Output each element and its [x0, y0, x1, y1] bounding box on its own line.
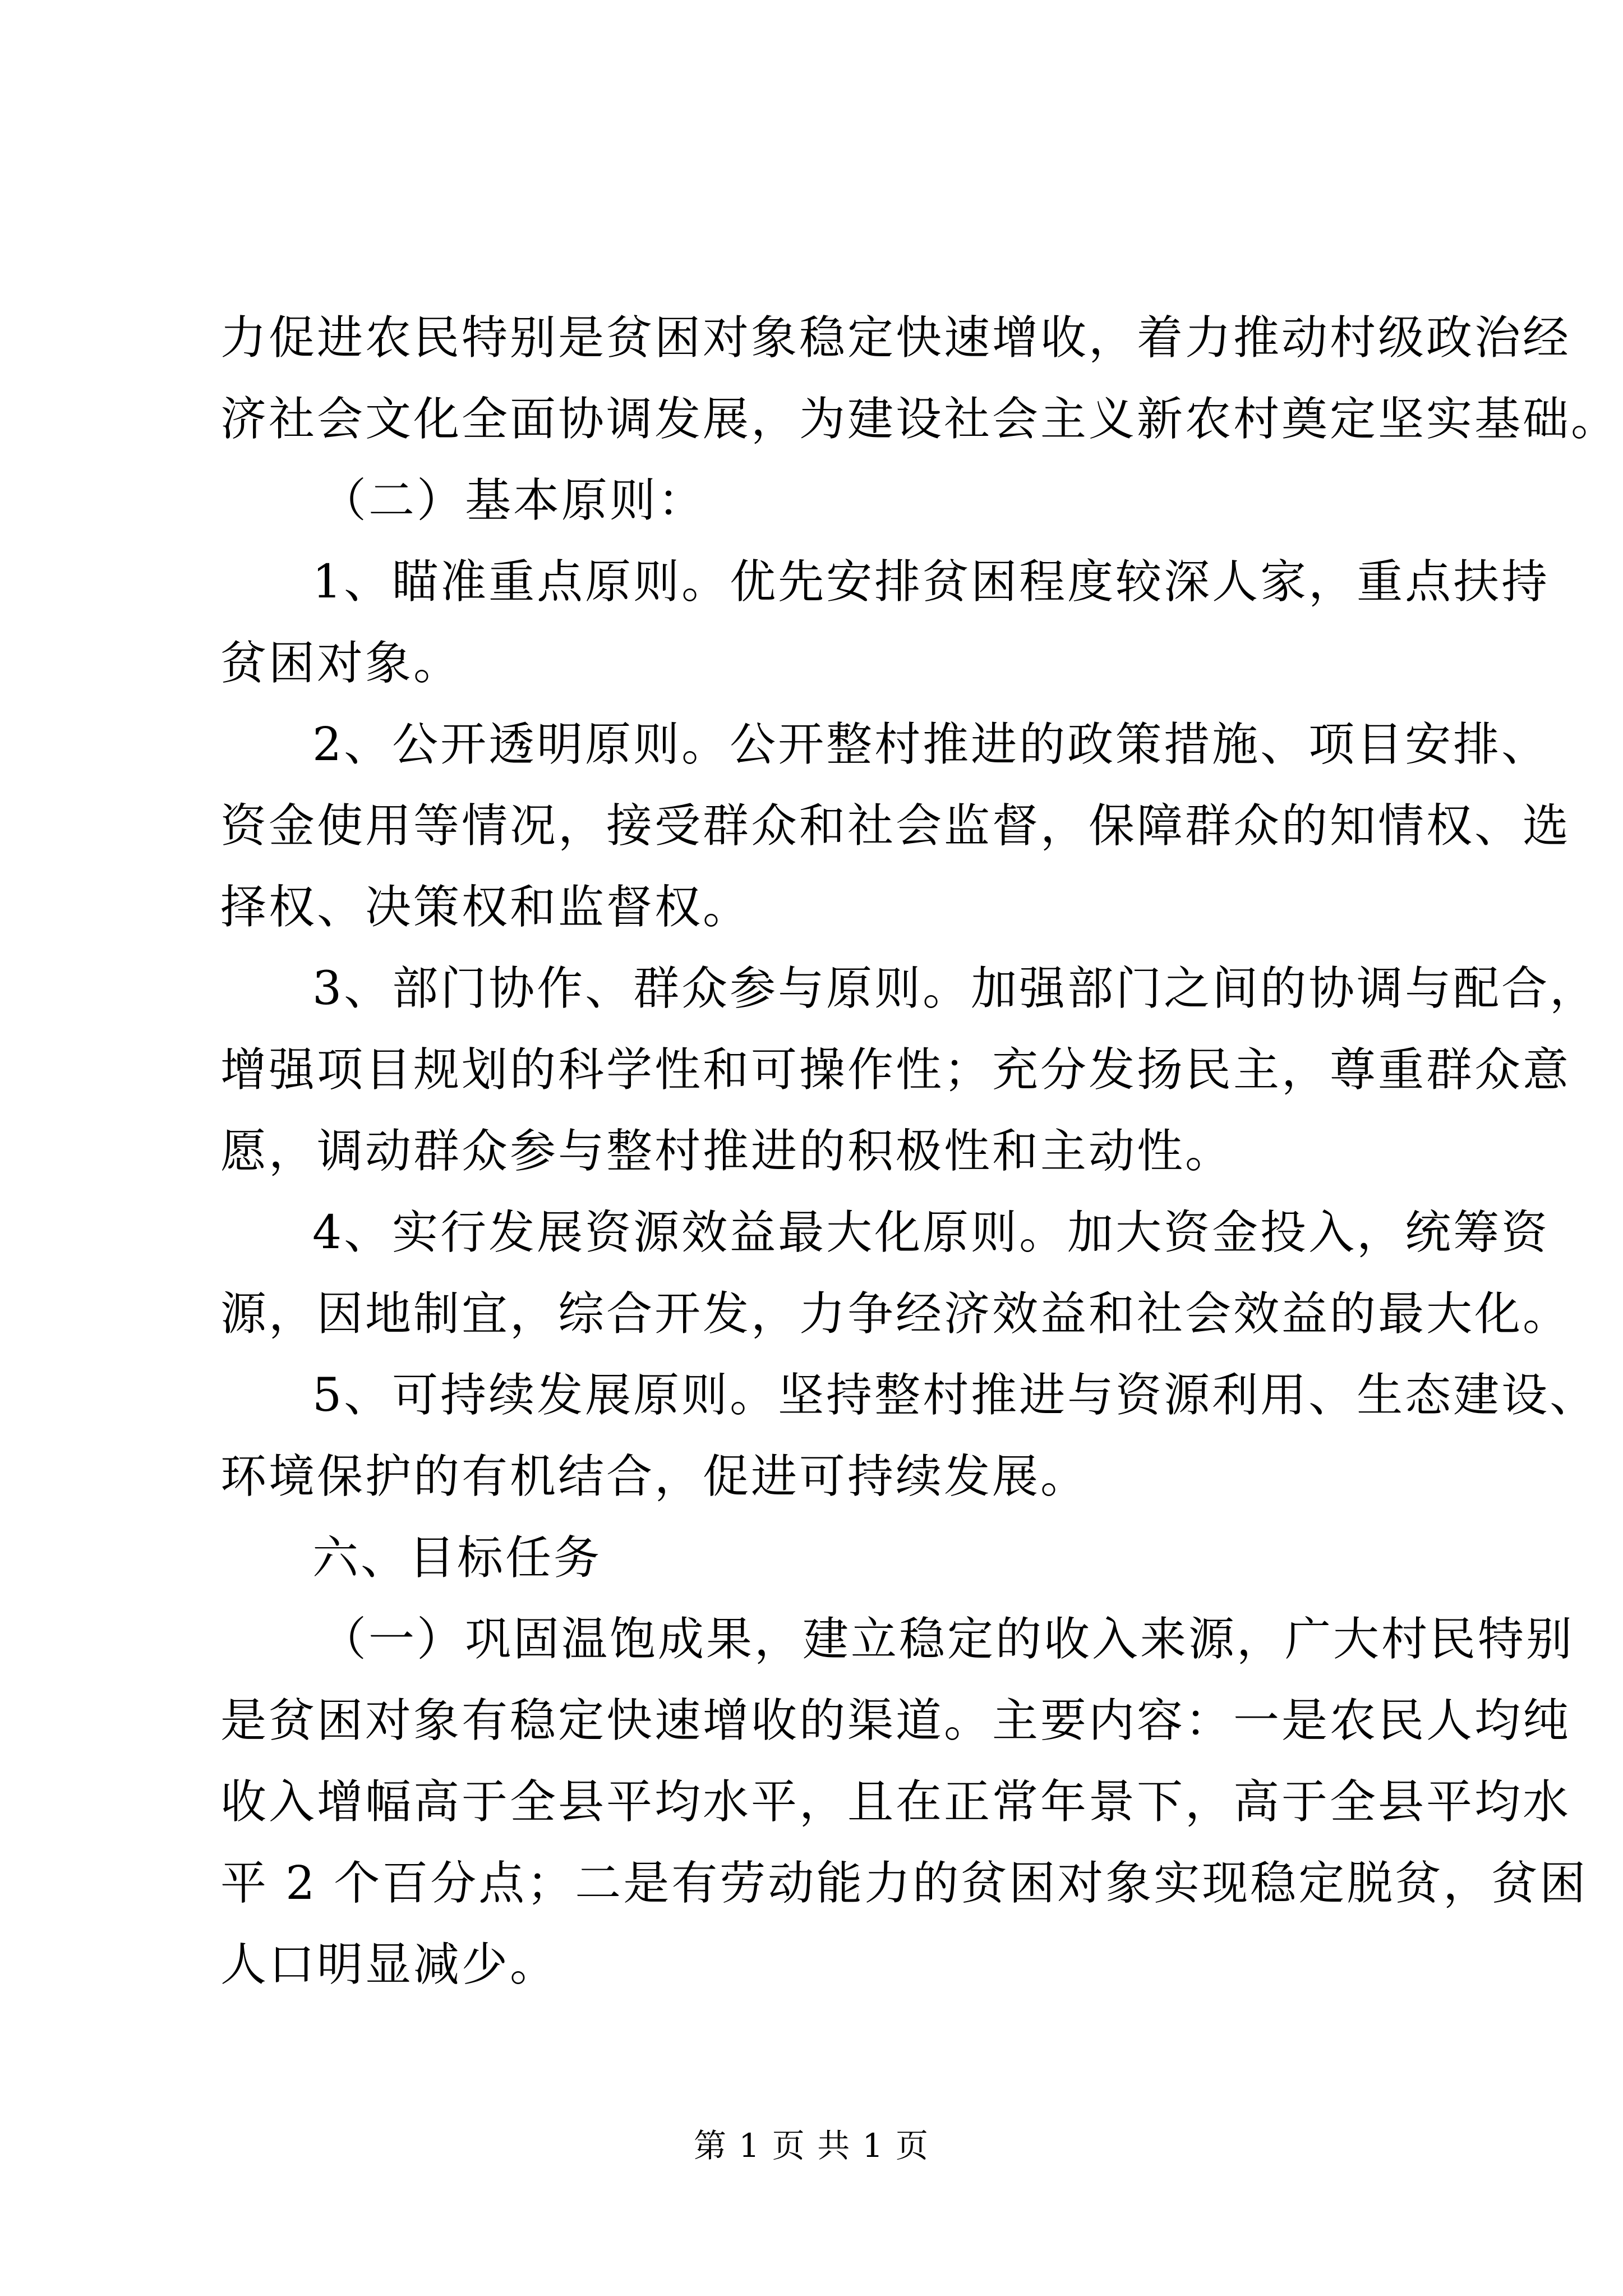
section-heading: （二）基本原则： — [320, 474, 707, 527]
paragraph-line: 平 2 个百分点；二是有劳动能力的贫困对象实现稳定脱贫，贫困 — [220, 1857, 1588, 1910]
paragraph-line: 力促进农民特别是贫困对象稳定快速增收，着力推动村级政治经 — [220, 311, 1571, 365]
paragraph-line: 5、可持续发展原则。坚持整村推进与资源利用、生态建设、 — [312, 1369, 1598, 1422]
paragraph-line: 源，因地制宜，综合开发，力争经济效益和社会效益的最大化。 — [220, 1287, 1571, 1341]
document-body — [220, 297, 1620, 2005]
section-heading: 六、目标任务 — [312, 1531, 602, 1585]
paragraph-line: 愿，调动群众参与整村推进的积极性和主动性。 — [220, 1125, 1234, 1178]
paragraph-line: （一）巩固温饱成果，建立稳定的收入来源，广大村民特别 — [320, 1613, 1575, 1666]
paragraph-line: 资金使用等情况，接受群众和社会监督，保障群众的知情权、选 — [220, 799, 1571, 853]
paragraph-line: 人口明显减少。 — [220, 1938, 559, 1991]
paragraph-line: 择权、决策权和监督权。 — [220, 881, 751, 934]
paragraph-line: 收入增幅高于全县平均水平，且在正常年景下，高于全县平均水 — [220, 1775, 1571, 1829]
paragraph-line: 1、瞄准重点原则。优先安排贫困程度较深人家，重点扶持 — [312, 555, 1550, 609]
paragraph-line: 济社会文化全面协调发展，为建设社会主义新农村奠定坚实基础。 — [220, 393, 1620, 446]
paragraph-line: 环境保护的有机结合，促进可持续发展。 — [220, 1450, 1089, 1503]
page-footer: 第 1 页 共 1 页 — [694, 2127, 929, 2165]
paragraph-line: 2、公开透明原则。公开整村推进的政策措施、项目安排、 — [312, 718, 1550, 771]
paragraph-line: 4、实行发展资源效益最大化原则。加大资金投入，统筹资 — [312, 1206, 1550, 1259]
paragraph-line: 贫困对象。 — [220, 637, 462, 690]
paragraph-line: 是贫困对象有稳定快速增收的渠道。主要内容：一是农民人均纯 — [220, 1694, 1571, 1747]
paragraph-line: 增强项目规划的科学性和可操作性；充分发扬民主，尊重群众意 — [220, 1043, 1571, 1097]
paragraph-line: 3、部门协作、群众参与原则。加强部门之间的协调与配合， — [312, 962, 1598, 1015]
